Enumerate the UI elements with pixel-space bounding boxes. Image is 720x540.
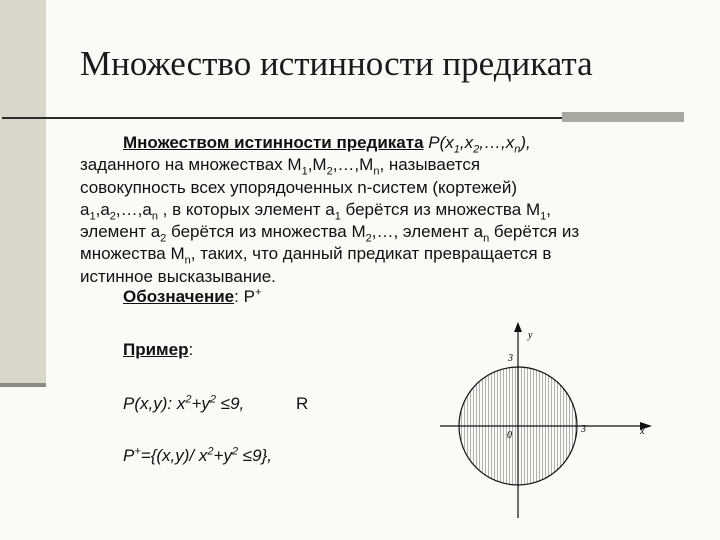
definition-line-1: Множеством истинности предиката $P(x_1,x_2,\dots,x_n)$, bbox=[123, 133, 531, 156]
title-rule-accent bbox=[562, 112, 684, 122]
x-tick-label: 3 bbox=[581, 424, 586, 435]
title-rule bbox=[2, 117, 562, 119]
example-predicate: P(x,y): $x^2+y^2 \le 9$, bbox=[123, 393, 245, 413]
example-label: Пример bbox=[123, 340, 189, 359]
x-axis-label: x bbox=[640, 426, 645, 437]
left-decor-rule bbox=[0, 383, 46, 387]
y-tick-label: 3 bbox=[508, 353, 513, 364]
definition-term: Множеством истинности предиката bbox=[123, 133, 424, 152]
notation-label: Обозначение bbox=[123, 287, 235, 306]
example-domain: R bbox=[296, 394, 309, 413]
definition-line-7: истинное высказывание. bbox=[80, 266, 276, 286]
y-axis-arrow bbox=[514, 322, 522, 332]
definition-line-2: заданного на множествах $M_1,M_2,\dots,M_n$, называется bbox=[80, 155, 481, 178]
left-decor-bar bbox=[0, 0, 46, 383]
definition-line-4: $a_1,a_2,\dots,a_n$ , в которых элемент $a_1$ берётся из множества $M_1$, bbox=[80, 199, 551, 223]
y-axis-label: y bbox=[528, 330, 533, 341]
notation-line: Обозначение: P+ bbox=[123, 286, 262, 306]
slide-title: Множество истинности предиката bbox=[80, 44, 593, 83]
definition-line-3: совокупность всех упорядоченных n-систем (кортежей) bbox=[80, 177, 518, 197]
definition-paragraph bbox=[80, 132, 680, 288]
origin-label: 0 bbox=[507, 430, 512, 441]
example-heading: Пример: bbox=[123, 340, 194, 359]
definition-line-6: множества $M_n$, таких, что данный предикат превращается в bbox=[80, 244, 552, 267]
definition-line-5: элемент $a_2$ берётся из множества $M_2,\dots$, элемент $a_n$ берётся из bbox=[80, 222, 580, 245]
example-truth-set: P+={(x,y)/ $x^2+y^2 \le 9$}, bbox=[123, 445, 272, 465]
circle-graph bbox=[440, 318, 680, 538]
